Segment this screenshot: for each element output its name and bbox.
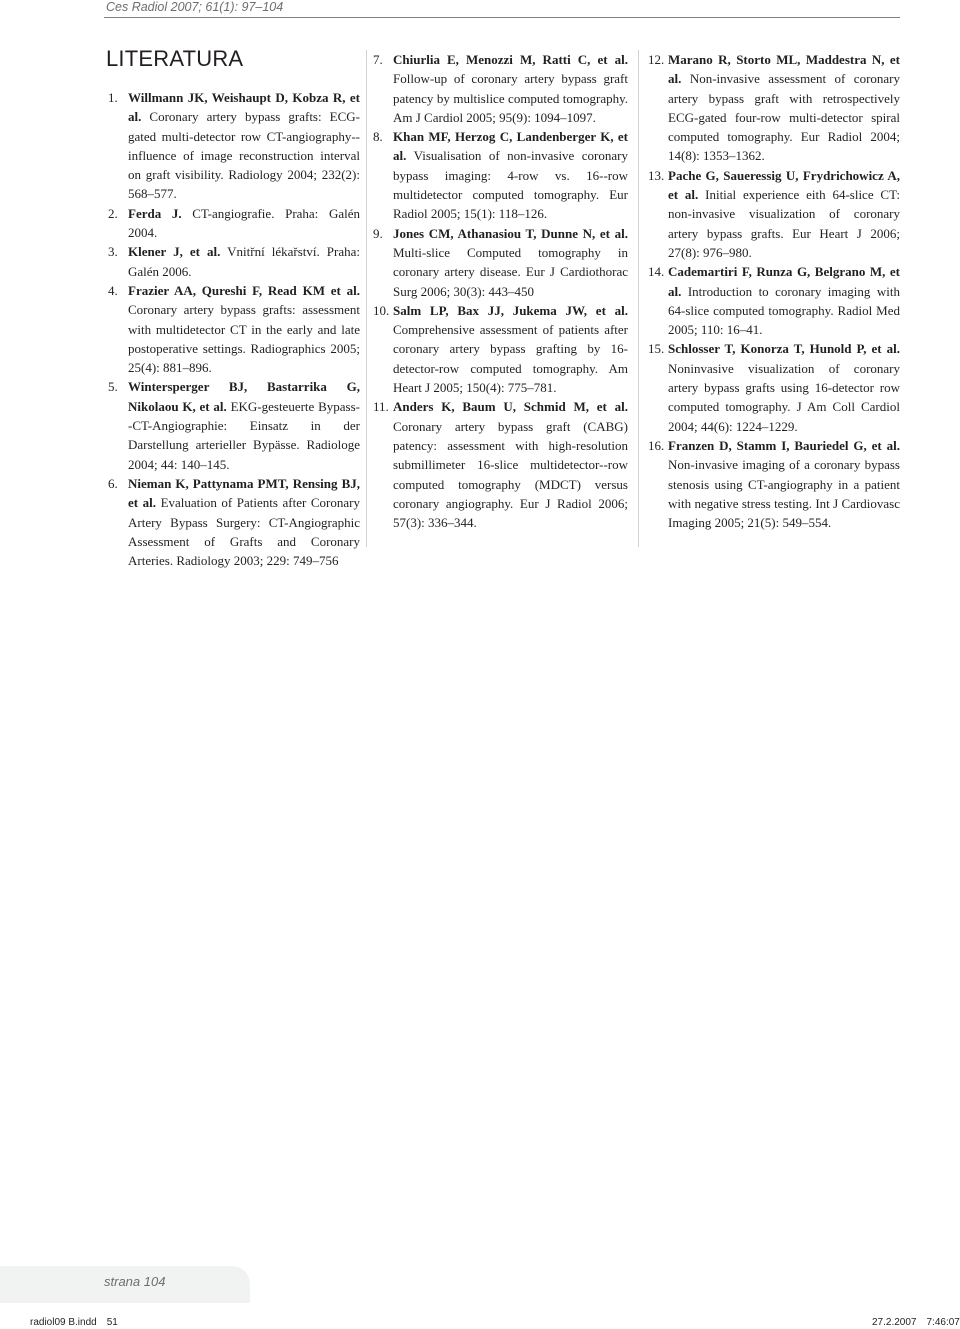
reference-number: 1.: [108, 90, 118, 105]
reference-item: [373, 127, 628, 223]
reference-number: 10.: [373, 302, 390, 318]
reference-item: [648, 436, 900, 532]
reference-citation: Non-invasive assessment of coronary artery bypass graft with retrospectively ECG-gated four-row multi-detector spiral computed tomography. Eur Radiol 2004; 14(8): 1353–1362.: [668, 71, 900, 164]
running-head: Ces Radiol 2007; 61(1): 97–104: [106, 0, 284, 14]
reference-authors: Franzen D, Stamm I, Bauriedel G, et al.: [668, 437, 900, 453]
reference-authors: Klener J, et al.: [128, 244, 221, 260]
file-name: radiol09 B.indd: [30, 1317, 97, 1328]
reference-number: 11.: [373, 399, 389, 415]
reference-citation: Introduction to coronary imaging with 64-slice computed tomography. Radiol Med 2005; 110: 16–41.: [668, 283, 900, 338]
reference-item: [373, 397, 628, 532]
reference-citation: Evaluation of Patients after Coronary Artery Bypass Surgery: CT-Angiographic Assessment of Grafts and Coronary Arteries. Radiology 2003; 229: 749–756: [128, 495, 360, 569]
print-date: 27.2.2007: [872, 1317, 917, 1328]
reference-authors: Jones CM, Athanasiou T, Dunne N, et al.: [393, 225, 628, 241]
reference-number: 15.: [648, 341, 665, 357]
reference-item: [373, 301, 628, 397]
header-rule: [104, 17, 900, 18]
page-number: strana 104: [104, 1274, 166, 1289]
reference-authors: Frazier AA, Qureshi F, Read KM et al.: [128, 282, 360, 298]
reference-citation: Initial experience eith 64-slice CT: non-invasive visualization of coronary artery bypass grafts. Eur Heart J 2006; 27(8): 976–980.: [668, 187, 900, 260]
column-divider: [366, 50, 367, 547]
column-divider: [638, 50, 639, 547]
reference-authors: Salm LP, Bax JJ, Jukema JW, et al.: [393, 302, 628, 318]
reference-citation: Non-invasive imaging of a coronary bypass stenosis using CT-angiography in a patient with negative stress testing. Int J Cardiovasc Imaging 2005; 21(5): 549–554.: [668, 457, 900, 531]
reference-authors: Ferda J.: [128, 205, 182, 221]
reference-item: [108, 242, 360, 281]
reference-number: 8.: [373, 129, 383, 145]
reference-item: [108, 204, 360, 243]
reference-item: [648, 339, 900, 435]
reference-column-1: [108, 88, 360, 570]
reference-number: 12.: [648, 52, 665, 67]
reference-column-2: [373, 50, 628, 532]
reference-citation: CT-angiografie. Praha: Galén 2004.: [128, 205, 360, 241]
reference-authors: Wintersperger BJ, Bastarrika G, Nikolaou K, et al.: [128, 379, 360, 414]
reference-authors: Anders K, Baum U, Schmid M, et al.: [393, 399, 628, 415]
reference-item: [648, 262, 900, 339]
reference-item: [108, 474, 360, 570]
reference-number: 14.: [648, 264, 665, 280]
reference-authors: Cademartiri F, Runza G, Belgrano M, et al.: [668, 264, 900, 299]
reference-number: 7.: [373, 52, 383, 67]
reference-number: 2.: [108, 205, 118, 221]
reference-column-3: [648, 50, 900, 532]
reference-authors: Chiurlia E, Menozzi M, Ratti C, et al.: [393, 52, 628, 67]
reference-item: [648, 50, 900, 166]
reference-authors: Nieman K, Pattynama PMT, Rensing BJ, et al.: [128, 475, 360, 511]
reference-number: 6.: [108, 475, 118, 491]
reference-citation: EKG-gesteuerte Bypass--CT-Angiographie: Einsatz in der Darstellung arterieller Bypässe. Radiologe 2004; 44: 140–145.: [128, 398, 360, 472]
reference-number: 9.: [373, 225, 383, 241]
reference-citation: Coronary artery bypass graft (CABG) patency: assessment with high-resolution submillimeter 16-slice multidetector--row computed tomography (MDCT) versus coronary angiography. Eur J Radiol 2006; 57(3): 336–344.: [393, 418, 628, 531]
reference-citation: Comprehensive assessment of patients after coronary artery bypass grafting by 16-detector-row computed tomography. Am Heart J 2005; 150(4): 775–781.: [393, 322, 628, 396]
file-page: 51: [106, 1317, 118, 1328]
reference-citation: Coronary artery bypass grafts: assessment with multidetector CT in the early and late postoperative settings. Radiographics 2005; 25(4): 881–896.: [128, 302, 360, 376]
section-title: LITERATURA: [106, 46, 244, 71]
reference-item: [108, 377, 360, 473]
reference-citation: Vnitřní lékařství. Praha: Galén 2006.: [128, 244, 360, 279]
reference-citation: Coronary artery bypass grafts: ECG-gated multi-detector row CT-angiography--influence of image reconstruction interval on graft visibility. Radiology 2004; 232(2): 568–577.: [128, 109, 360, 202]
reference-item: [108, 281, 360, 377]
reference-item: [108, 88, 360, 204]
reference-item: [648, 166, 900, 262]
reference-number: 4.: [108, 282, 118, 298]
reference-citation: Noninvasive visualization of coronary artery bypass grafts using 16-detector row computed tomography. J Am Coll Cardiol 2004; 44(6): 1224–1229.: [668, 360, 900, 434]
reference-number: 16.: [648, 437, 665, 453]
reference-citation: Multi-slice Computed tomography in coronary artery disease. Eur J Cardiothorac Surg 2006; 30(3): 443–450: [393, 244, 628, 299]
reference-number: 13.: [648, 167, 665, 183]
reference-authors: Marano R, Storto ML, Maddestra N, et al.: [668, 52, 900, 87]
file-slug: [30, 1317, 128, 1328]
reference-authors: Pache G, Saueressig U, Frydrichowicz A, et al.: [668, 167, 900, 203]
reference-item: [373, 50, 628, 127]
reference-item: [373, 224, 628, 301]
print-time: 7:46:07: [926, 1317, 960, 1328]
reference-authors: Schlosser T, Konorza T, Hunold P, et al.: [668, 341, 900, 357]
reference-number: 3.: [108, 244, 118, 260]
timestamp-slug: [872, 1317, 960, 1328]
reference-citation: Follow-up of coronary artery bypass graft patency by multislice computed tomography. Am J Cardiol 2005; 95(9): 1094–1097.: [393, 71, 628, 125]
reference-authors: Willmann JK, Weishaupt D, Kobza R, et al.: [128, 90, 360, 125]
reference-number: 5.: [108, 379, 118, 395]
reference-citation: Visualisation of non-invasive coronary bypass imaging: 4-row vs. 16--row multidetector computed tomography. Eur Radiol 2005; 15(1): 118–126.: [393, 148, 628, 222]
reference-authors: Khan MF, Herzog C, Landenberger K, et al.: [393, 129, 628, 164]
